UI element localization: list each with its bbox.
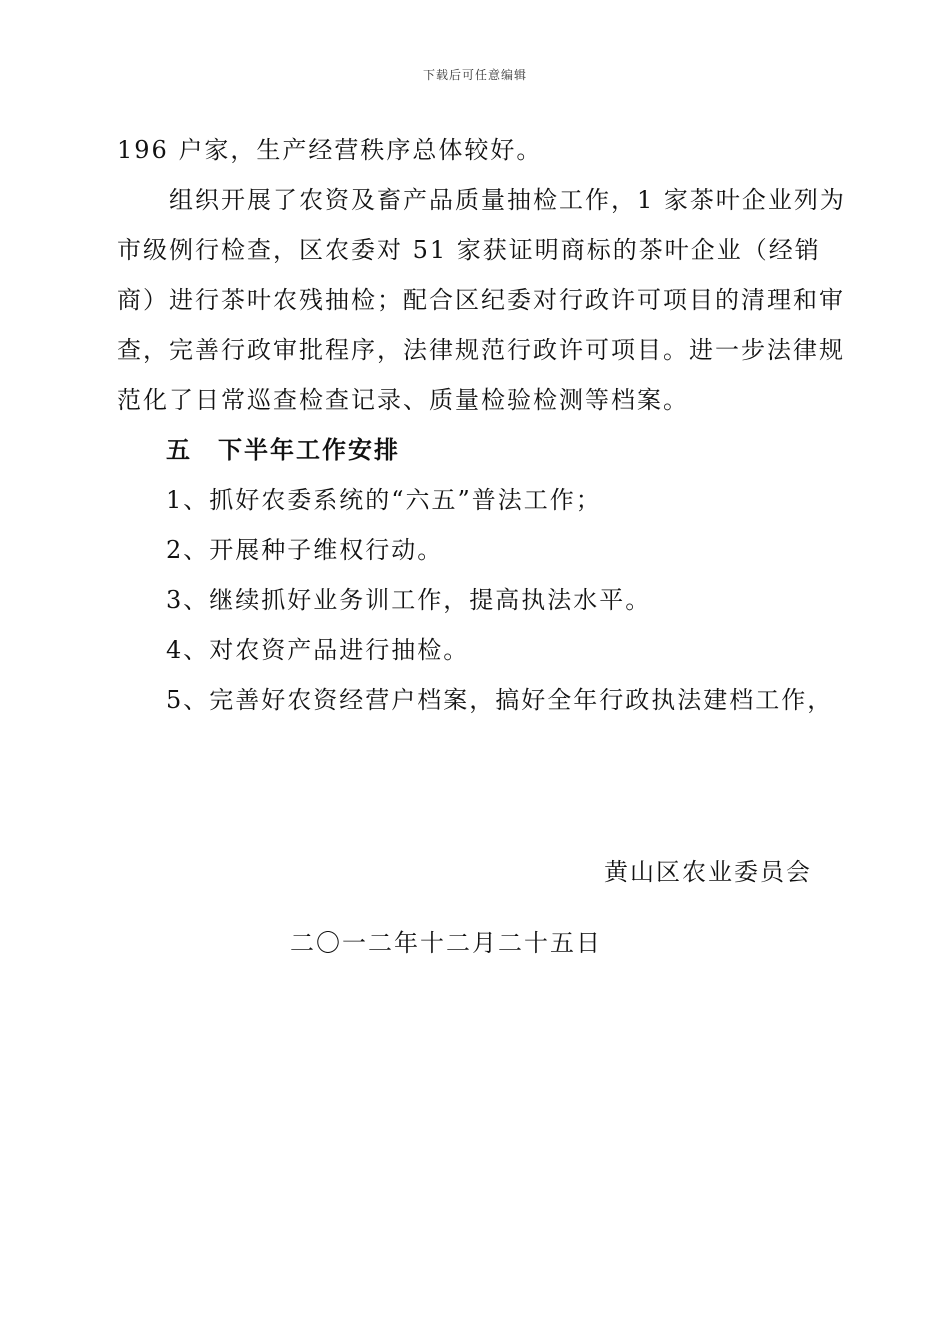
section-heading: 五 下半年工作安排 [166, 435, 400, 464]
list-item-2: 2、开展种子维权行动。 [166, 536, 444, 564]
paragraph-line-3: 市级例行检查，区农委对 51 家获证明商标的茶叶企业（经销 [117, 236, 821, 264]
list-item-3: 3、继续抓好业务训工作，提高执法水平。 [166, 586, 652, 614]
signature-date: 二〇一二年十二月二十五日 [290, 929, 602, 957]
list-item-5: 5、完善好农资经营户档案，搞好全年行政执法建档工作， [166, 686, 834, 714]
header-note: 下载后可任意编辑 [422, 68, 527, 82]
paragraph-line-5: 查，完善行政审批程序，法律规范行政许可项目。进一步法律规 [117, 336, 845, 364]
paragraph-line-2: 组织开展了农资及畜产品质量抽检工作，1 家茶叶企业列为 [117, 186, 846, 214]
list-item-4: 4、对农资产品进行抽检。 [166, 636, 470, 664]
signature-organization: 黄山区农业委员会 [604, 858, 812, 886]
paragraph-line-4: 商）进行茶叶农残抽检；配合区纪委对行政许可项目的清理和审 [117, 286, 845, 314]
paragraph-line-1: 196 户家，生产经营秩序总体较好。 [117, 136, 543, 164]
list-item-1: 1、抓好农委系统的“六五”普法工作； [166, 486, 602, 514]
paragraph-line-6: 范化了日常巡查检查记录、质量检验检测等档案。 [117, 386, 689, 414]
